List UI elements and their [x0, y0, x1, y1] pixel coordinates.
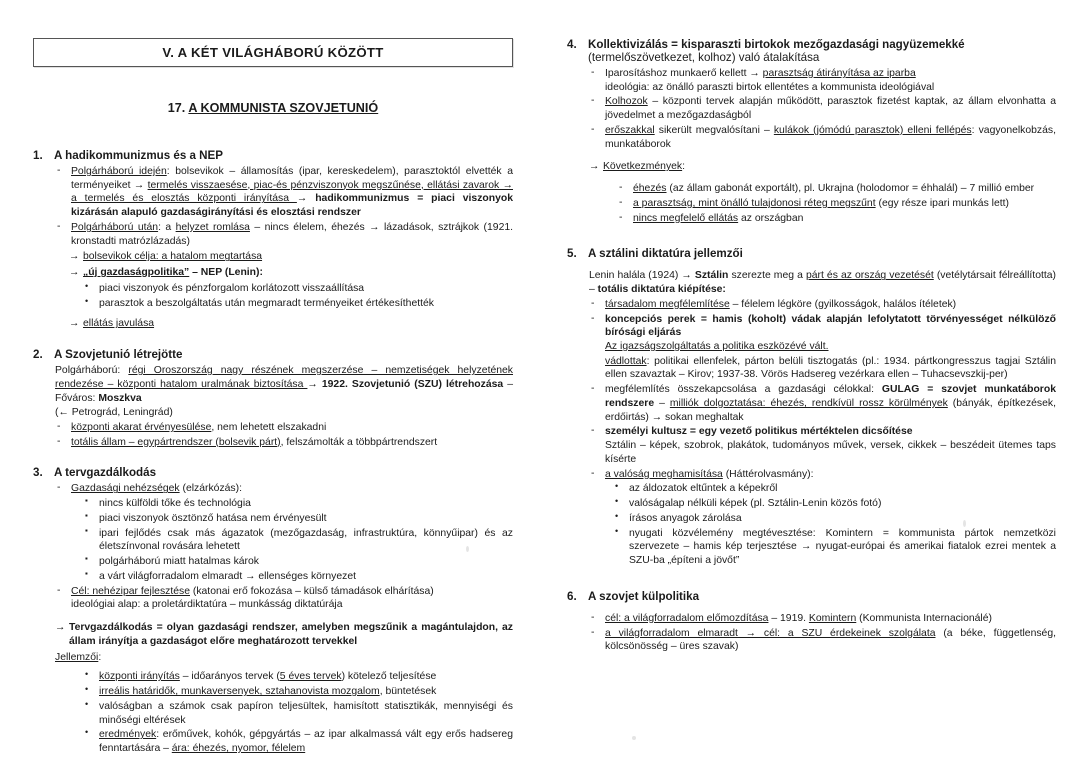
jellemzoi-label [55, 651, 513, 665]
list-item [613, 512, 1056, 526]
section-3-sublist-2 [83, 670, 513, 755]
text-plain: Polgárháború: [55, 365, 129, 377]
text-underline: ellátás javulása [83, 318, 155, 330]
list-item [613, 482, 1056, 496]
arrow-line [69, 250, 513, 264]
text-plain: : politikai ellenfelek, párton belüli tisztogatás (pl.: 1934. pártkongresszus tagjai Sztálin ellen szavaztak – Kirov; 1937-38. Vörös Hadsereg vezérkara ellen – Tuhacsevszkij-per) [605, 355, 1056, 381]
section-6 [567, 590, 1056, 654]
section-2-body [55, 364, 513, 449]
section-5-sublist [613, 482, 1056, 567]
section-1-heading [33, 149, 513, 162]
section-2-lead-line2: (← Petrográd, Leningrád) [55, 407, 173, 419]
text-underline: központi akarat érvényesülése [71, 422, 212, 434]
subtitle-text: A KOMMUNISTA SZOVJETUNIÓ [188, 101, 379, 115]
text-underline: Polgárháború után [71, 221, 159, 233]
text-underline: a parasztság, mint önálló tulajdonosi réteg megszűnt [633, 197, 876, 209]
text-underline: Következmények [603, 161, 683, 173]
text-plain: (termelőszövetkezet, kolhoz) való átalakítása [588, 51, 820, 64]
right-column [537, 0, 1080, 767]
text-plain: (katonai erő fokozása – külső támadások elhárítása) [189, 585, 434, 597]
text-underline: eredmények [99, 729, 157, 741]
text-bold: GULAG = szovjet munkatáborok rendszere [605, 384, 1056, 409]
list-item [613, 527, 1056, 568]
text-plain: nyugati közvélemény megtévesztése: Komintern = kommunista pártok nemzetközi szervezete – hamis kép terjesztése → nyugat-európai és amerikai fiatalok ezrei mentek a SZU-ba „építeni a jövőt” [629, 527, 1056, 567]
section-4-heading [567, 38, 1056, 64]
text-plain: – nincs élelem, éhezés → lázadások, sztrájkok (1921. kronstadti matrózlázadás) [71, 221, 514, 247]
text-underline: vádlottak [605, 355, 647, 367]
section-3-conclusion [55, 621, 513, 664]
list-item [589, 612, 1056, 626]
left-column [0, 0, 537, 767]
list-item [83, 282, 513, 296]
section-5-title: A sztálini diktatúra jellemzői [588, 247, 743, 261]
section-5-lead [589, 269, 1056, 296]
text-plain: – időarányos tervek ( [179, 671, 280, 683]
text-plain: – központi tervek alapján működött, parasztok fizetést kaptak, az állam elvonhatta a jövedelmet a mezőgazdaságból [605, 96, 1056, 122]
text-underline: Kolhozok [605, 96, 648, 108]
subtitle-number: 17. [167, 101, 186, 115]
text-plain: : bolsevikok – államosítás (ipar, kereskedelem), parasztoktól elvették a terményeiket [71, 166, 513, 191]
text-underline: parasztság átirányítása az iparba [762, 68, 916, 79]
text-underline: Komintern [808, 612, 857, 624]
section-6-number: 6. [567, 589, 577, 603]
text-plain: valóságalap nélküli képek (pl. Sztálin-Lenin közös fotó) [629, 498, 882, 510]
text-plain: : [682, 161, 686, 173]
list-item [55, 165, 513, 220]
section-6-list [589, 612, 1056, 654]
text-underline: Az igazságszolgáltatás a politika eszközévé vált. [605, 341, 829, 353]
text-plain: az országban [738, 212, 804, 224]
text-underline: a világforradalom elmaradt → cél: a SZU érdekeinek szolgálata [605, 627, 936, 639]
arrow-glyph: → [296, 193, 316, 205]
section-5-number: 5. [567, 247, 577, 261]
list-item [589, 383, 1056, 424]
text-plain: szerezte meg a [728, 270, 806, 282]
text-plain: – Főváros: [55, 378, 513, 404]
text-bold: Kollektivizálás = kisparaszti birtokok mezőgazdasági nagyüzemekké [588, 38, 965, 51]
list-item [617, 212, 1056, 226]
text-underline: régi Oroszország nagy részének megszerzése – nemzetiségek helyzetének rendezése – központi hatalom uralmának biztosítása [55, 365, 513, 390]
text-underline: ára: éhezés, nyomor, félelem [171, 742, 306, 754]
document-header-box [33, 38, 513, 67]
text-underline: társadalom megfélemlítése [605, 298, 730, 310]
text-plain: az áldozatok eltűntek a képekről [629, 483, 778, 495]
text-underline: kulákok (jómódú parasztok) elleni fellépés [773, 124, 972, 136]
section-5-heading [567, 247, 1056, 260]
text-plain: (az állam gabonát exportált), pl. Ukrajna (holodomor = éhhalál) – 7 millió ember [666, 183, 1035, 195]
section-6-body [567, 606, 1056, 654]
text-plain: (egy része ipari munkás lett) [875, 197, 1009, 209]
list-item [613, 497, 1056, 511]
list-item [589, 124, 1056, 151]
section-4-list [589, 67, 1056, 151]
text-bold: Sztálin [694, 270, 729, 282]
text-underline: Gazdasági nehézségek [71, 483, 180, 495]
section-5 [567, 247, 1056, 567]
text-underline: éhezés [633, 183, 667, 195]
text-underline: 5 éves tervek [279, 671, 342, 683]
list-item-continuation: Sztálin – képek, szobrok, plakátok, tudományos művek, versek, cikkek – beszédeit ütemes taps kísérte [605, 440, 1056, 465]
section-4-consequences [589, 160, 1056, 174]
list-item [55, 436, 513, 450]
arrow-line [69, 317, 513, 331]
text-plain: piaci viszonyok és pénzforgalom korlátozott visszaállítása [99, 282, 365, 294]
text-plain: piaci viszonyok ösztönző hatása nem érvényesült [99, 512, 327, 524]
arrow-line [69, 266, 513, 280]
text-plain: (vetélytársait félreállította) – [589, 270, 1056, 296]
section-5-list [589, 298, 1056, 482]
text-plain: írásos anyagok zárolása [629, 512, 742, 524]
section-1-conclusion [69, 317, 513, 331]
section-3-sublist [83, 497, 513, 583]
text-plain: (Háttérolvasmány): [722, 468, 814, 480]
text-plain: – félelem légköre (gyilkosságok, halálos ítéletek) [729, 298, 957, 310]
section-3-title: A tervgazdálkodás [54, 466, 157, 480]
text-bold: totális diktatúra kiépítése: [597, 284, 726, 296]
scan-speck [466, 546, 469, 552]
section-1-sublist [83, 282, 513, 310]
list-item [83, 670, 513, 684]
list-item [83, 555, 513, 569]
section-3 [33, 466, 513, 755]
text-underline: irreális határidők, munkaversenyek, sztahanovista mozgalom [99, 686, 380, 698]
list-item [83, 685, 513, 699]
list-item [589, 627, 1056, 654]
text-plain: valóságban a számok csak papíron teljesültek, hamisított statisztikák, mennyiségi és minőségi eltérések [99, 700, 513, 726]
text-underline: a valóság meghamisítása [605, 468, 723, 480]
text-underline: erőszakkal [605, 124, 655, 136]
text-underline: bolsevikok célja: a hatalom megtartása [83, 251, 263, 263]
text-underline: milliók dolgoztatása: éhezés, rendkívül rossz körülmények [669, 397, 948, 409]
text-bold-underline: „új gazdaságpolitika” [83, 267, 190, 279]
section-3-list-2 [55, 585, 513, 612]
text-underline: Cél: nehézipar fejlesztése [71, 585, 190, 597]
list-item [83, 728, 513, 755]
text-plain: – [654, 397, 670, 409]
section-4-consequence-list [617, 182, 1056, 225]
text-plain: : erőművek, kohók, gépgyártás – az ipar alkalmassá vált egy erős hadsereg fenntartására – [99, 729, 513, 754]
text-plain: : a [158, 221, 176, 233]
section-1-title: A hadikommunizmus és a NEP [54, 149, 224, 162]
text-plain: : [98, 651, 102, 663]
list-item [83, 700, 513, 727]
text-bold: Moszkva [98, 392, 142, 404]
list-item [83, 527, 513, 554]
text-bold: 1922. Szovjetunió (SZU) létrehozása [321, 378, 504, 390]
list-item [617, 197, 1056, 211]
list-item [55, 585, 513, 612]
text-plain: a várt világforradalom elmaradt → ellenséges környezet [99, 570, 357, 582]
text-bold: Tervgazdálkodás = olyan gazdasági rendszer, amelyben megszűnik a magántulajdon, az állam irányítja a gazdaságot előre meghatározott tervekkel [69, 622, 513, 647]
list-item [589, 425, 1056, 466]
text-plain: megfélemlítés összekapcsolása a gazdasági célokkal: [605, 384, 882, 396]
section-1-body [33, 165, 513, 331]
text-plain: nincs külföldi tőke és technológia [99, 498, 251, 510]
list-item [83, 497, 513, 511]
text-plain: (a béke, függetlenség, kölcsönösség – üres szavak) [605, 627, 1056, 653]
text-underline: cél: a világforradalom előmozdítása [605, 612, 769, 624]
text-plain: Iparosításhoz munkaerő kellett → [605, 68, 763, 79]
section-5-body [567, 263, 1056, 567]
section-2 [33, 348, 513, 449]
scan-speck [963, 520, 966, 527]
list-item [589, 313, 1056, 383]
list-item [83, 512, 513, 526]
text-plain: Lenin halála (1924) → [589, 270, 695, 282]
section-4-number: 4. [567, 38, 577, 51]
list-item [55, 482, 513, 496]
section-2-list [55, 421, 513, 449]
text-plain: (elzárkózás): [179, 483, 242, 495]
text-plain: polgárháború miatt hatalmas károk [99, 556, 259, 568]
section-4 [567, 38, 1056, 225]
text-plain: ) kötelező teljesítése [341, 671, 437, 683]
text-bold: hadikommunizmus = piaci viszonyok kizárásán alapuló gazdaságirányítási és elosztási rendszer [71, 193, 513, 219]
text-plain: parasztok a beszolgáltatás után megmaradt terményeiket értékesíthették [99, 297, 434, 309]
list-item [55, 421, 513, 435]
text-plain: , nem lehetett elszakadni [211, 422, 327, 434]
section-2-heading [33, 348, 513, 361]
list-item [617, 182, 1056, 196]
section-3-body [33, 482, 513, 755]
list-item [589, 67, 1056, 94]
section-2-lead [55, 364, 513, 405]
list-item [589, 298, 1056, 312]
text-bold: – NEP (Lenin): [189, 267, 263, 279]
text-plain: (Kommunista Internacionálé) [856, 612, 992, 624]
document-subtitle [33, 101, 513, 115]
list-item-continuation [605, 355, 1056, 382]
section-3-list [55, 482, 513, 496]
section-3-heading [33, 466, 513, 479]
section-1-number: 1. [33, 149, 43, 162]
list-item [589, 468, 1056, 482]
section-4-body [567, 67, 1056, 225]
text-underline: központi irányítás [99, 671, 180, 683]
text-underline: nincs megfelelő ellátás [633, 212, 739, 224]
list-item-continuation: ideológia: az önálló paraszti birtok ellentétes a kommunista ideológiával [605, 81, 935, 93]
text-plain: (bányák, építkezések, erdőirtás) → sokan meghaltak [605, 397, 1056, 423]
arrow-line [589, 160, 1056, 174]
text-underline: párt és az ország vezetését [805, 270, 934, 282]
section-2-title: A Szovjetunió létrejötte [54, 348, 183, 362]
list-item [589, 95, 1056, 122]
section-6-title: A szovjet külpolitika [588, 589, 700, 603]
list-item [55, 221, 513, 248]
text-underline: totális állam – egypártrendszer (bolsevik párt) [71, 436, 281, 448]
section-6-heading [567, 590, 1056, 603]
arrow-glyph: → [307, 378, 322, 390]
text-plain: : vagyonelkobzás, munkatáborok [605, 124, 1056, 150]
text-plain: sikerült megvalósítani – [654, 124, 774, 136]
page-title: V. A KÉT VILÁGHÁBORÚ KÖZÖTT [162, 45, 384, 60]
text-underline: Jellemzői [55, 651, 99, 663]
section-1-arrow-block [69, 250, 513, 279]
text-plain: , büntetések [379, 686, 437, 698]
text-underline: Polgárháború idején [71, 166, 167, 177]
text-underline: termelés visszaesése, piac-és pénzviszonyok megszűnése, ellátási zavarok → a termelés és elosztás központi irányítása [71, 179, 513, 205]
text-bold: koncepciós perek = hamis (koholt) vádak alapján lefolytatott törvényességet nélkülöző bírósági eljárás [605, 313, 1056, 339]
scan-speck [632, 736, 636, 740]
text-underline: helyzet romlása [175, 221, 250, 233]
section-3-number: 3. [33, 466, 43, 480]
text-plain: , felszámolták a többpártrendszert [280, 436, 438, 448]
arrow-glyph: → [133, 179, 148, 191]
section-1-list [55, 165, 513, 248]
section-2-number: 2. [33, 348, 43, 362]
section-4-title [588, 38, 1056, 64]
list-item [83, 297, 513, 311]
text-plain: ipari fejlődés csak más ágazatok (mezőgazdaság, infrastruktúra, könnyűipar) és az életszínvonal rovására lehetett [99, 527, 513, 553]
list-item-continuation [605, 340, 1056, 354]
list-item [83, 570, 513, 584]
arrow-line [55, 621, 513, 648]
text-plain: – 1919. [768, 612, 809, 624]
section-1 [33, 149, 513, 331]
list-item-continuation: ideológiai alap: a proletárdiktatúra – munkásság diktatúrája [71, 599, 343, 611]
text-bold: személyi kultusz = egy vezető politikus mértéktelen dicsőítése [605, 426, 913, 438]
